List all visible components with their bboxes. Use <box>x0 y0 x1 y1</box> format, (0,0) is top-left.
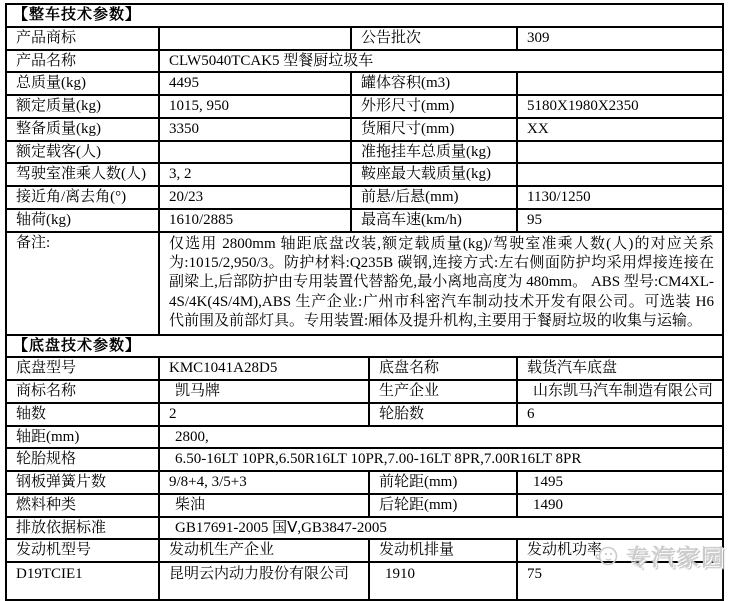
param-label: 前悬/后悬(mm) <box>351 186 517 209</box>
table-row <box>6 380 723 403</box>
param-label: 产品名称 <box>6 50 159 73</box>
table-row <box>6 494 723 517</box>
param-value: 1610/2885 <box>159 209 351 232</box>
param-value: 1910 <box>369 562 517 600</box>
param-value: 4495 <box>159 72 351 95</box>
table-row <box>6 118 723 141</box>
param-value: D19TCIE1 <box>6 562 159 600</box>
remark-text: 仅选用 2800mm 轴距底盘改装,额定载质量(kg)/驾驶室准乘人数(人)的对应关系为:1015/2,950/3。防护材料:Q235B 碳钢,连接方式:左右侧面防护均采用焊接连接在副梁上,后部防护由专用装置代替豁免,最小离地高度为 480mm。 ABS 型号:CM4XL-4S/4K(4S/4M),ABS 生产企业:广州市科密汽车制动技术开发有限公司。可选装 H6 代前围及前部灯具。专用装置:厢体及提升机构,主要用于餐厨垃圾的收集与运输。 <box>159 232 723 335</box>
param-value: GB17691-2005 国Ⅴ,GB3847-2005 <box>159 517 723 540</box>
param-value: 309 <box>517 27 723 50</box>
param-label: 额定质量(kg) <box>6 95 159 118</box>
param-label: 钢板弹簧片数 <box>6 471 159 494</box>
table-row <box>6 186 723 209</box>
param-value: XX <box>517 118 723 141</box>
vehicle-section-header-row <box>6 4 723 27</box>
chassis-params-table <box>5 334 724 601</box>
param-value <box>159 141 351 164</box>
param-label: 商标名称 <box>6 380 159 403</box>
param-label: 发动机生产企业 <box>159 539 369 562</box>
table-row <box>6 27 723 50</box>
table-row <box>6 72 723 95</box>
param-value: 凯马牌 <box>159 380 369 403</box>
param-value: 75 <box>517 562 723 600</box>
param-label: 底盘名称 <box>369 357 517 380</box>
param-label: 外形尺寸(mm) <box>351 95 517 118</box>
param-value: 2 <box>159 403 369 426</box>
param-label: 货厢尺寸(mm) <box>351 118 517 141</box>
table-row <box>6 426 723 449</box>
param-value: CLW5040TCAK5 型餐厨垃圾车 <box>159 50 723 73</box>
param-value: 20/23 <box>159 186 351 209</box>
param-label: 排放依据标准 <box>6 517 159 540</box>
param-value: 3350 <box>159 118 351 141</box>
param-label: 轴数 <box>6 403 159 426</box>
param-label: 总质量(kg) <box>6 72 159 95</box>
param-value: 9/8+4, 3/5+3 <box>159 471 369 494</box>
param-label: 鞍座最大载质量(kg) <box>351 163 517 186</box>
table-row <box>6 403 723 426</box>
param-value <box>159 27 351 50</box>
param-label: 轴距(mm) <box>6 426 159 449</box>
table-row <box>6 471 723 494</box>
param-value: 1495 <box>517 471 723 494</box>
param-label: 轮胎数 <box>369 403 517 426</box>
table-row <box>6 209 723 232</box>
param-value <box>517 163 723 186</box>
param-value: 山东凯马汽车制造有限公司 <box>517 380 723 403</box>
chassis-section-header-row <box>6 335 723 358</box>
param-label: 发动机功率 <box>517 539 723 562</box>
remark-label: 备注: <box>6 232 159 335</box>
param-value: 载货汽车底盘 <box>517 357 723 380</box>
param-label: 底盘型号 <box>6 357 159 380</box>
param-label: 前轮距(mm) <box>369 471 517 494</box>
param-label: 产品商标 <box>6 27 159 50</box>
param-value <box>517 72 723 95</box>
param-value: 1130/1250 <box>517 186 723 209</box>
param-value: KMC1041A28D5 <box>159 357 369 380</box>
param-value: 1490 <box>517 494 723 517</box>
param-label: 发动机型号 <box>6 539 159 562</box>
vehicle-section-title: 【整车技术参数】 <box>6 4 723 27</box>
param-label: 发动机排量 <box>369 539 517 562</box>
table-row <box>6 163 723 186</box>
param-label: 轴荷(kg) <box>6 209 159 232</box>
param-value: 1015, 950 <box>159 95 351 118</box>
param-value: 柴油 <box>159 494 369 517</box>
vehicle-params-table <box>5 3 724 336</box>
param-label: 驾驶室准乘人数(人) <box>6 163 159 186</box>
param-value <box>517 141 723 164</box>
param-label: 公告批次 <box>351 27 517 50</box>
param-label: 整备质量(kg) <box>6 118 159 141</box>
param-label: 额定载客(人) <box>6 141 159 164</box>
param-value: 6 <box>517 403 723 426</box>
param-value: 95 <box>517 209 723 232</box>
table-row <box>6 50 723 73</box>
table-row <box>6 517 723 540</box>
chassis-section-title: 【底盘技术参数】 <box>6 335 723 358</box>
watermark-text: 专汽家园 <box>626 545 726 570</box>
param-label: 罐体容积(m3) <box>351 72 517 95</box>
table-row <box>6 141 723 164</box>
engine-header-row <box>6 539 723 562</box>
param-value: 5180X1980X2350 <box>517 95 723 118</box>
param-label: 最高车速(km/h) <box>351 209 517 232</box>
param-label: 生产企业 <box>369 380 517 403</box>
param-label: 轮胎规格 <box>6 448 159 471</box>
param-label: 准拖挂车总质量(kg) <box>351 141 517 164</box>
remark-row <box>6 232 723 335</box>
param-label: 后轮距(mm) <box>369 494 517 517</box>
table-row <box>6 448 723 471</box>
table-row <box>6 357 723 380</box>
table-row <box>6 95 723 118</box>
param-value: 2800, <box>159 426 723 449</box>
param-value: 6.50-16LT 10PR,6.50R16LT 10PR,7.00-16LT 8PR,7.00R16LT 8PR <box>159 448 723 471</box>
param-label: 接近角/离去角(°) <box>6 186 159 209</box>
param-label: 燃料种类 <box>6 494 159 517</box>
engine-value-row <box>6 562 723 600</box>
param-value: 昆明云内动力股份有限公司 <box>159 562 369 600</box>
param-value: 3, 2 <box>159 163 351 186</box>
